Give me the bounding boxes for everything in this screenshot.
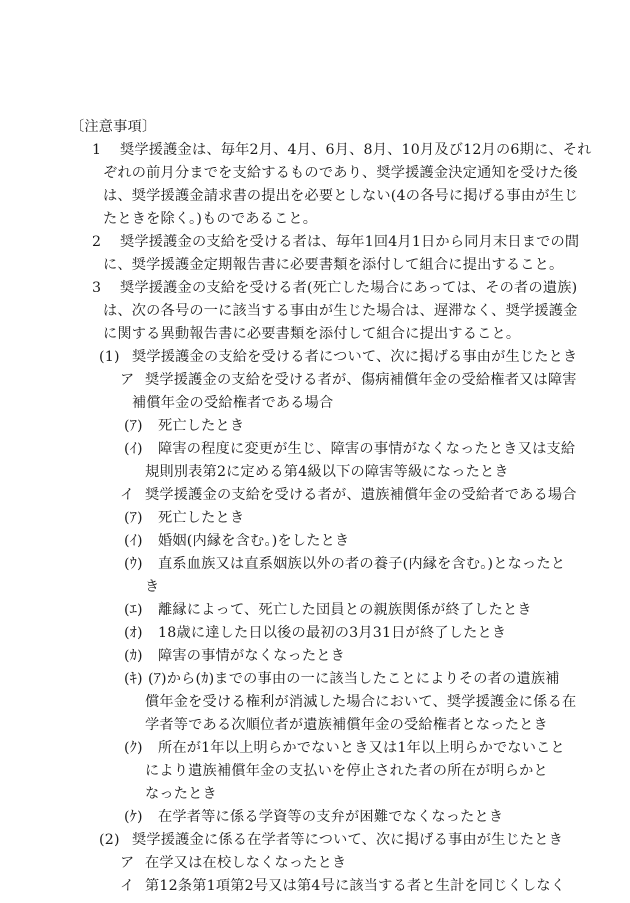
subclause-mark: (ｷ)	[124, 671, 143, 687]
subclause-mark: (ｲ)	[124, 533, 143, 549]
paragraph-line: 直系血族又は直系姻族以外の者の養子(内縁を含む。)となったと	[158, 556, 566, 572]
paragraph-line: 奨学援護金の支給を受ける者(死亡した場合にあっては、その者の遺族)	[120, 280, 578, 296]
paragraph-line: 奨学援護金の支給を受ける者が、遺族補償年金の受給者である場合	[145, 487, 577, 503]
paragraph-line: 在学又は在校しなくなったとき	[145, 855, 347, 871]
paragraph-line: 学者等である次順位者が遺族補償年金の受給権者となったとき	[145, 717, 548, 733]
paragraph-line: 償年金を受ける権利が消滅した場合において、奨学援護金に係る在	[145, 694, 577, 710]
subitem-number: (2)	[99, 832, 120, 848]
subclause-mark: (ｱ)	[124, 418, 143, 434]
paragraph-line: 奨学援護金に係る在学者等について、次に掲げる事由が生じたとき	[132, 832, 564, 848]
paragraph-line: 所在が1年以上明らかでないとき又は1年以上明らかでないこと	[158, 740, 565, 756]
subclause-mark: (ｵ)	[124, 625, 143, 641]
subitem-number: (1)	[99, 349, 120, 365]
paragraph-line: ぞれの前月分までを支給するものであり、奨学援護金決定通知を受けた後	[103, 165, 578, 181]
paragraph-line: たときを除く。)ものであること。	[103, 211, 318, 227]
paragraph-line: 奨学援護金の支給を受ける者について、次に掲げる事由が生じたとき	[132, 349, 578, 365]
paragraph-line: 婚姻(内縁を含む。)をしたとき	[158, 533, 350, 549]
paragraph-line: 死亡したとき	[158, 418, 245, 434]
paragraph-line: なったとき	[145, 786, 217, 802]
subclause-mark: (ｶ)	[124, 648, 143, 664]
paragraph-line: 障害の事情がなくなったとき	[158, 648, 346, 664]
paragraph-line: は、次の各号の一に該当する事由が生じた場合は、遅滞なく、奨学援護金	[103, 303, 578, 319]
subclause-mark: (ｸ)	[124, 740, 143, 756]
clause-mark: ア	[120, 372, 135, 388]
paragraph-line: に関する異動報告書に必要書類を添付して組合に提出すること。	[103, 326, 521, 342]
item-number: 3	[92, 280, 102, 296]
clause-mark: イ	[120, 878, 135, 894]
paragraph-line: 死亡したとき	[158, 510, 245, 526]
paragraph-line: 在学者等に係る学資等の支弁が困難でなくなったとき	[158, 809, 504, 825]
paragraph-line: 奨学援護金の支給を受ける者は、毎年1回4月1日から同月末日までの間	[120, 234, 580, 250]
paragraph-line: 第12条第1項第2号又は第4号に該当する者と生計を同じくしなく	[145, 878, 566, 894]
notes-heading: 〔注意事項〕	[70, 119, 157, 135]
subclause-mark: (ｲ)	[124, 441, 143, 457]
subclause-mark: (ｳ)	[124, 556, 143, 572]
paragraph-line: 障害の程度に変更が生じ、障害の事情がなくなったとき又は支給	[158, 441, 576, 457]
paragraph-line: 18歳に達した日以後の最初の3月31日が終了したとき	[158, 625, 507, 641]
paragraph-line: 規則別表第2に定める第4級以下の障害等級になったとき	[145, 464, 509, 480]
paragraph-line: に、奨学援護金定期報告書に必要書類を添付して組合に提出すること。	[103, 257, 564, 273]
paragraph-line: 奨学援護金の支給を受ける者が、傷病補償年金の受給権者又は障害	[145, 372, 577, 388]
paragraph-line: により遺族補償年金の支払いを停止された者の所在が明らかと	[145, 763, 548, 779]
item-number: 1	[92, 142, 102, 158]
subclause-mark: (ｹ)	[124, 809, 143, 825]
paragraph-line: (ｱ)から(ｶ)までの事由の一に該当したことによりその者の遺族補	[148, 671, 560, 687]
paragraph-line: 奨学援護金は、毎年2月、4月、6月、8月、10月及び12月の6期に、それ	[120, 142, 592, 158]
subclause-mark: (ｴ)	[124, 602, 143, 618]
clause-mark: イ	[120, 487, 135, 503]
paragraph-line: き	[145, 579, 160, 595]
clause-mark: ア	[120, 855, 135, 871]
paragraph-line: は、奨学援護金請求書の提出を必要としない(4の各号に掲げる事由が生じ	[103, 188, 579, 204]
paragraph-line: 離縁によって、死亡した団員との親族関係が終了したとき	[158, 602, 532, 618]
item-number: 2	[92, 234, 102, 250]
subclause-mark: (ｱ)	[124, 510, 143, 526]
paragraph-line: 補償年金の受給権者である場合	[132, 395, 334, 411]
